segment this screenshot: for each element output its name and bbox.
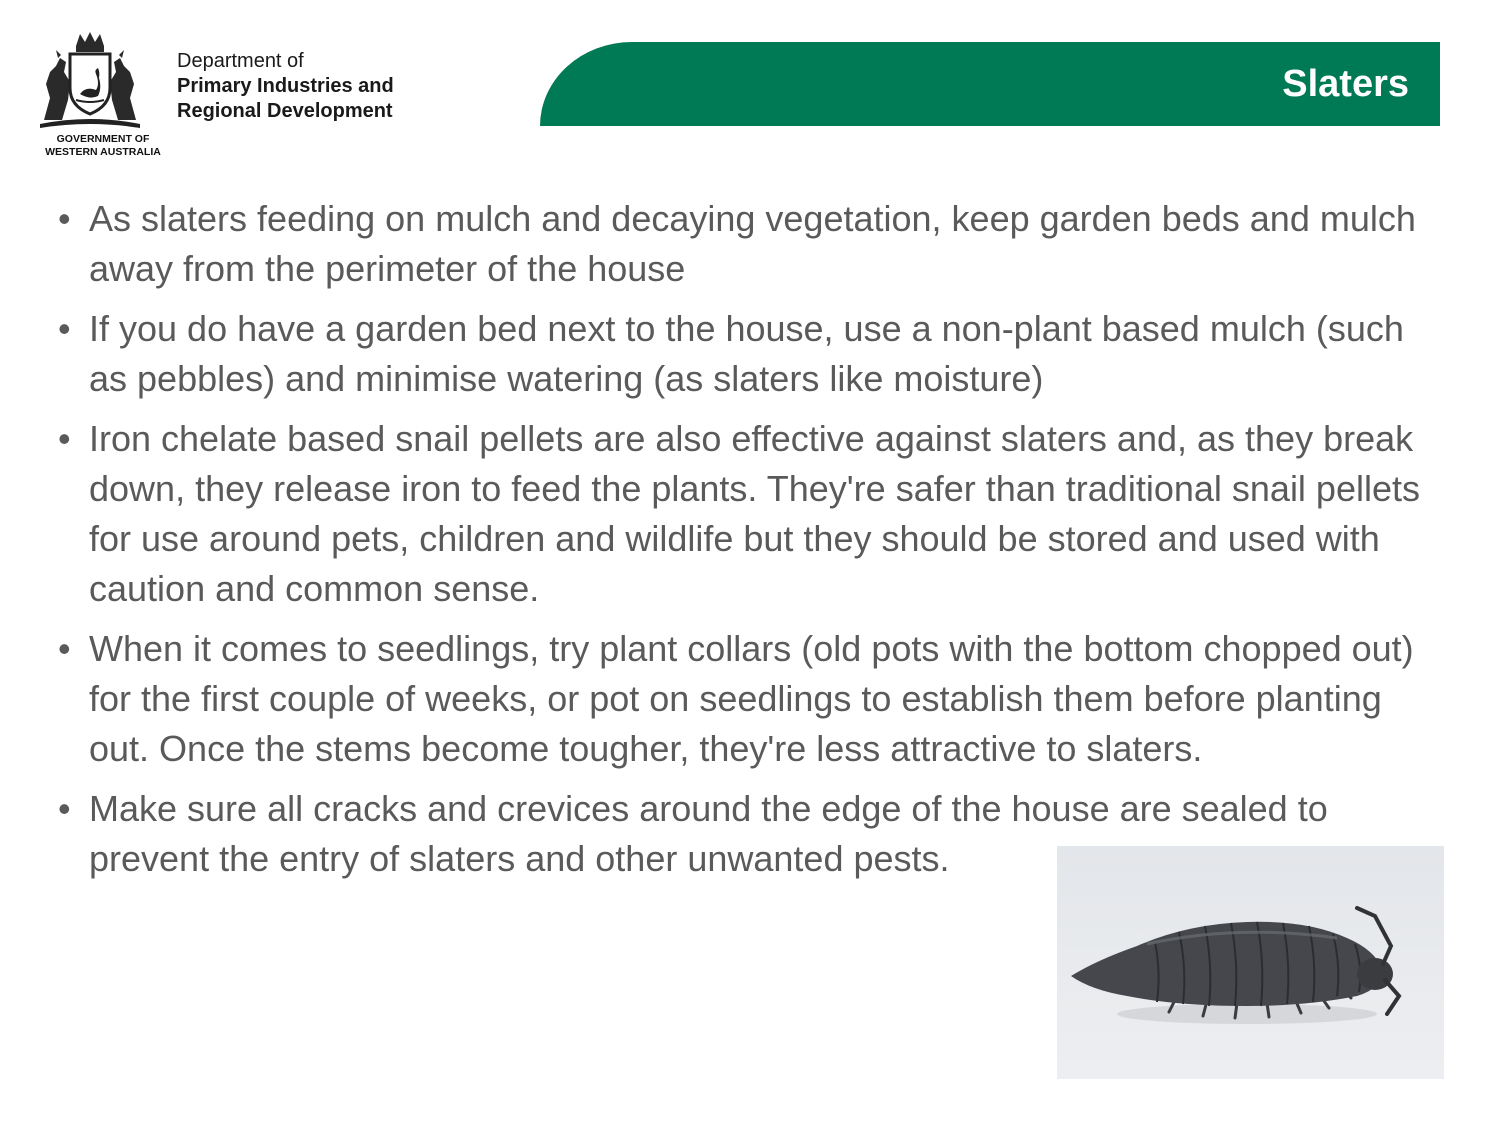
bullet-list [58, 194, 1448, 894]
slide-title: Slaters [1282, 63, 1409, 105]
bullet-item [58, 414, 1448, 614]
government-line-1: GOVERNMENT OF [56, 133, 150, 145]
coat-of-arms-icon [36, 28, 144, 132]
bullet-marker: • [58, 628, 71, 669]
slater-photo [1057, 846, 1444, 1079]
department-name [177, 49, 394, 124]
department-line-3: Regional Development [177, 100, 393, 122]
government-line-2: WESTERN AUSTRALIA [45, 146, 161, 158]
bullet-item [58, 194, 1448, 294]
department-line-1: Department of [177, 50, 304, 72]
department-line-2: Primary Industries and [177, 75, 394, 97]
bullet-marker: • [58, 788, 71, 829]
bullet-marker: • [58, 418, 71, 459]
bullet-text: As slaters feeding on mulch and decaying vegetation, keep garden beds and mulch away from the perimeter of the house [89, 198, 1416, 289]
bullet-text: Iron chelate based snail pellets are also effective against slaters and, as they break down, they release iron to feed the plants. They're safer than traditional snail pellets for use around pets, children and wildlife but they should be stored and used with caution and common sense. [89, 418, 1420, 609]
bullet-marker: • [58, 198, 71, 239]
bullet-item [58, 304, 1448, 404]
government-caption [28, 133, 178, 159]
bullet-marker: • [58, 308, 71, 349]
bullet-text: Make sure all cracks and crevices around the edge of the house are sealed to prevent the entry of slaters and other unwanted pests. [89, 788, 1328, 879]
bullet-item [58, 624, 1448, 774]
bullet-text: If you do have a garden bed next to the house, use a non-plant based mulch (such as pebbles) and minimise watering (as slaters like moisture) [89, 308, 1404, 399]
slater-illustration [1057, 846, 1444, 1079]
bullet-text: When it comes to seedlings, try plant collars (old pots with the bottom chopped out) for the first couple of weeks, or pot on seedlings to establish them before planting out. Once the stems become tougher, they're less attractive to slaters. [89, 628, 1414, 769]
title-band [540, 42, 1440, 126]
